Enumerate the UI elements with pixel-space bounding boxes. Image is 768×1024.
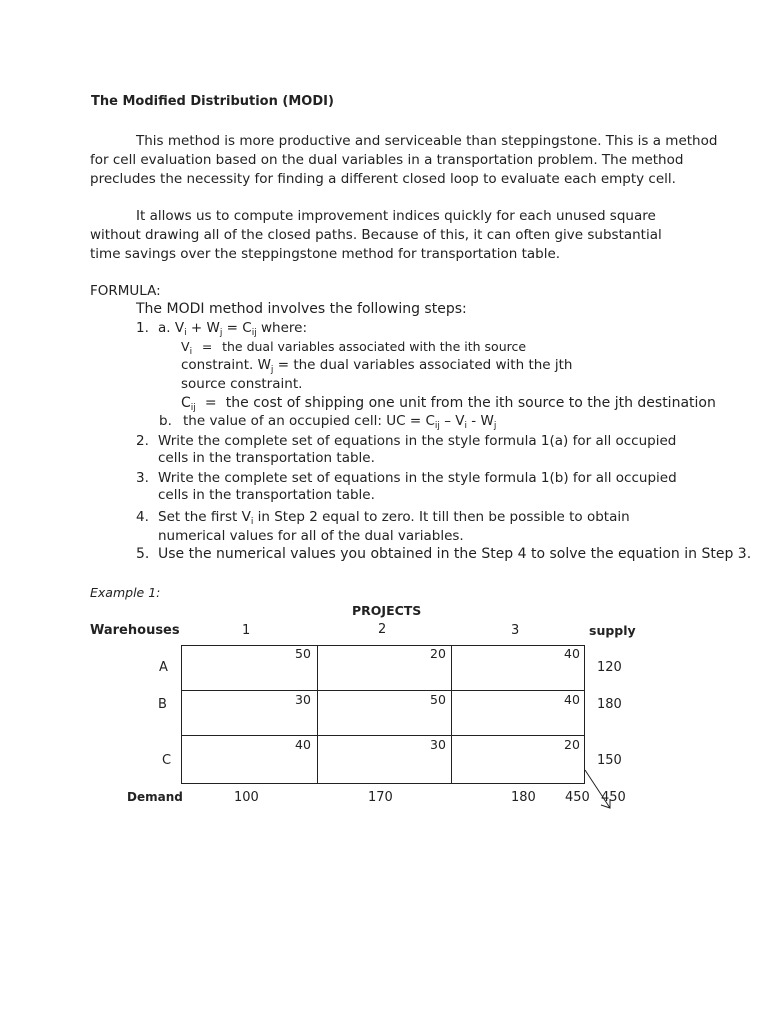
transport-table — [181, 645, 585, 784]
demand-label: Demand — [127, 790, 183, 804]
paragraph-1 — [90, 132, 717, 189]
paragraph-line: precludes the necessity for finding a different closed loop to evaluate each empty cell. — [90, 171, 676, 187]
step-4: 4. Set the first $V_i$ in Step 2 equal to zero. It till then be possible to obtain numerical values for all of the dual variables. — [136, 509, 630, 544]
row-label-A: A — [159, 660, 168, 675]
column-header-1: 1 — [242, 623, 251, 638]
step-2: 2. Write the complete set of equations in the style formula 1(a) for all occupied cells in the transportation table. — [136, 433, 677, 466]
formula-label: FORMULA: — [90, 283, 161, 299]
projects-heading: PROJECTS — [352, 603, 422, 618]
column-header-3: 3 — [511, 623, 520, 638]
page-title: The Modified Distribution (MODI) — [91, 94, 334, 109]
def-cij: $C_{ij}$ = the cost of shipping one unit from the ith source to the jth destination — [181, 395, 716, 413]
row-label-C: C — [162, 753, 172, 768]
paragraph-line: This method is more productive and serviceable than steppingstone. This is a method — [136, 133, 718, 149]
row-label-B: B — [158, 697, 167, 712]
table-divider — [182, 690, 584, 691]
cost-B-2: 50 — [430, 692, 446, 707]
table-divider — [317, 646, 318, 783]
cost-A-2: 20 — [430, 646, 446, 661]
cost-A-3: 40 — [564, 646, 580, 661]
total-supply: 450 — [601, 790, 626, 805]
total-demand: 450 — [565, 790, 590, 805]
warehouses-heading: Warehouses — [90, 623, 180, 638]
paragraph-line: time savings over the steppingstone method for transportation table. — [90, 246, 561, 262]
table-divider — [182, 735, 584, 736]
column-header-2: 2 — [378, 622, 387, 637]
step-5: 5. Use the numerical values you obtained in the Step 4 to solve the equation in Step 3. — [136, 546, 752, 562]
paragraph-line: without drawing all of the closed paths. Because of this, it can often give substantial — [90, 227, 662, 243]
supply-C: 150 — [597, 753, 622, 768]
paragraph-line: for cell evaluation based on the dual variables in a transportation problem. The method — [90, 152, 684, 168]
example-label: Example 1: — [90, 585, 161, 600]
def-vi: $V_i$ = the dual variables associated with the ith source — [181, 339, 527, 357]
cost-B-3: 40 — [564, 692, 580, 707]
supply-B: 180 — [597, 697, 622, 712]
step-1b: b. the value of an occupied cell: UC = $C_{ij} - V_i - W_j$ — [159, 413, 497, 431]
def-wj-cont: source constraint. — [181, 376, 303, 392]
cost-A-1: 50 — [295, 646, 311, 661]
steps-intro: The MODI method involves the following steps: — [136, 301, 467, 317]
cost-C-3: 20 — [564, 737, 580, 752]
paragraph-line: It allows us to compute improvement indices quickly for each unused square — [136, 208, 656, 224]
supply-A: 120 — [597, 660, 622, 675]
arrow-icon — [580, 768, 620, 818]
table-divider — [451, 646, 452, 783]
demand-2: 170 — [368, 790, 393, 805]
supply-heading: supply — [589, 623, 636, 638]
demand-1: 100 — [234, 790, 259, 805]
cost-C-1: 40 — [295, 737, 311, 752]
step-1a: 1. a. $V_i + W_j = C_{ij}$ where: — [136, 320, 308, 338]
def-wj: constraint. $W_j$ = the dual variables associated with the jth — [181, 357, 573, 375]
cost-C-2: 30 — [430, 737, 446, 752]
step-3: 3. Write the complete set of equations in the style formula 1(b) for all occupied cells in the transportation table. — [136, 470, 677, 503]
cost-B-1: 30 — [295, 692, 311, 707]
paragraph-2 — [90, 207, 662, 264]
demand-3: 180 — [511, 790, 536, 805]
